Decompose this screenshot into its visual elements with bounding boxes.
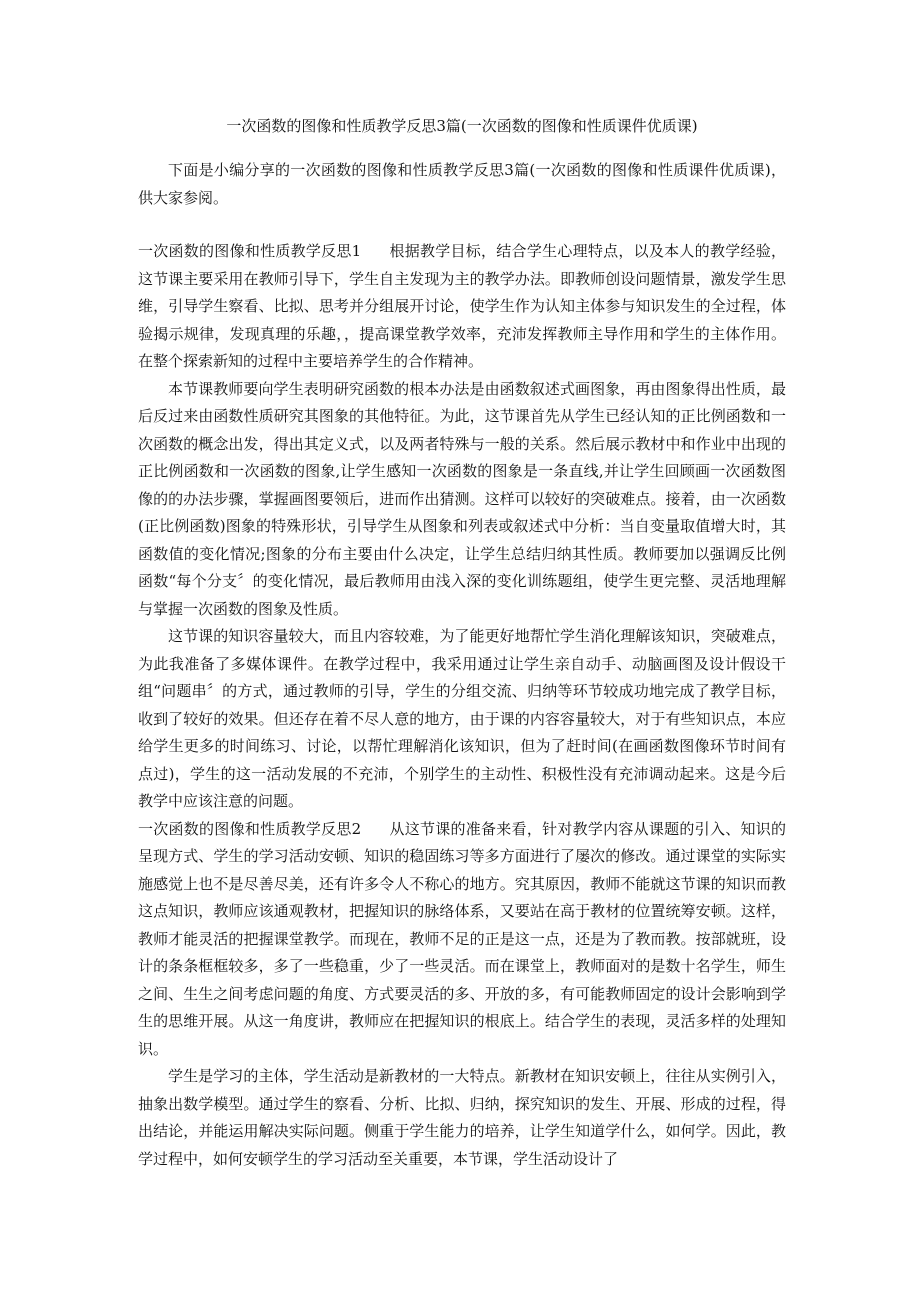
section-1-opening	[138, 238, 786, 376]
document-title: 一次函数的图像和性质教学反思3篇(一次函数的图像和性质课件优质课)	[226, 117, 698, 135]
section-2-paragraph-2: 学生是学习的主体，学生活动是新教材的一大特点。新教材在知识安顿上，往往从实例引入，抽象出数学模型。通过学生的察看、分析、比拟、归纳，探究知识的发生、开展、形成的过程，得出结论，并能运用解决实际问题。侧重于学生能力的培养，让学生知道学什么，如何学。因此，教学过程中，如何安顿学生的学习活动至关重要，本节课，学生活动设计了	[138, 1067, 786, 1168]
section-2-heading: 一次函数的图像和性质教学反思2	[138, 819, 362, 838]
section-1-paragraph-3: 这节课的知识容量较大，而且内容较难，为了能更好地帮忙学生消化理解该知识，突破难点，为此我准备了多媒体课件。在教学过程中，我采用通过让学生亲自动手、动脑画图及设计假设干组“问题串〞的方式，通过教师的引导，学生的分组交流、归纳等环节较成功地完成了教学目标，收到了较好的效果。但还存在着不尽人意的地方，由于课的内容容量较大，对于有些知识点，本应给学生更多的时间练习、讨论，以帮忙理解消化该知识，但为了赶时间(在画函数图像环节时间有点过)，学生的这一活动发展的不充沛，个别学生的主动性、积极性没有充沛调动起来。这是今后教学中应该注意的问题。	[138, 627, 786, 810]
document-page	[138, 112, 786, 1173]
intro-paragraph: 下面是小编分享的一次函数的图像和性质教学反思3篇(一次函数的图像和性质课件优质课)，供大家参阅。	[138, 161, 786, 207]
section-2-first-paragraph: 从这节课的准备来看，针对教学内容从课题的引入、知识的呈现方式、学生的学习活动安顿、知识的稳固练习等多方面进行了屡次的修改。通过课堂的实际实施感觉上也不是尽善尽美，还有许多令人不称心的地方。究其原因，教师不能就这节课的知识而教这点知识，教师应该通观教材，把握知识的脉络体系，又要站在高于教材的位置统筹安顿。这样，教师才能灵活的把握课堂教学。而现在，教师不足的正是这一点，还是为了教而教。按部就班，设计的条条框框较多，多了一些稳重，少了一些灵活。而在课堂上，教师面对的是数十名学生，师生之间、生生之间考虑问题的角度、方式要灵活的多、开放的多，有可能教师固定的设计会影响到学生的思维开展。从这一角度讲，教师应在把握知识的根底上。结合学生的表现，灵活多样的处理知识。	[138, 819, 786, 1058]
section-1-first-paragraph: 根据教学目标，结合学生心理特点，以及本人的教学经验，这节课主要采用在教师引导下，学生自主发现为主的教学办法。即教师创设问题情景，激发学生思维，引导学生察看、比拟、思考并分组展开讨论，使学生作为认知主体参与知识发生的全过程，体验揭示规律，发现真理的乐趣，，提高课堂教学效率，充沛发挥教师主导作用和学生的主体作用。在整个探索新知的过程中主要培养学生的合作精神。	[138, 242, 786, 370]
section-1-paragraph-2: 本节课教师要向学生表明研究函数的根本办法是由函数叙述式画图象，再由图象得出性质，最后反过来由函数性质研究其图象的其他特征。为此，这节课首先从学生已经认知的正比例函数和一次函数的概念出发，得出其定义式，以及两者特殊与一般的关系。然后展示教材中和作业中出现的正比例函数和一次函数的图象,让学生感知一次函数的图象是一条直线,并让学生回顾画一次函数图像的的办法步骤，掌握画图要领后，进而作出猜测。这样可以较好的突破难点。接着，由一次函数(正比例函数)图象的特殊形状，引导学生从图象和列表或叙述式中分析：当自变量取值增大时，其函数值的变化情况;图象的分布主要由什么决定，让学生总结归纳其性质。教师要加以强调反比例函数“每个分支〞的变化情况，最后教师用由浅入深的变化训练题组，使学生更完整、灵活地理解与掌握一次函数的图象及性质。	[138, 379, 786, 618]
section-1-heading: 一次函数的图像和性质教学反思1	[138, 242, 362, 260]
section-2-opening	[138, 816, 786, 1064]
